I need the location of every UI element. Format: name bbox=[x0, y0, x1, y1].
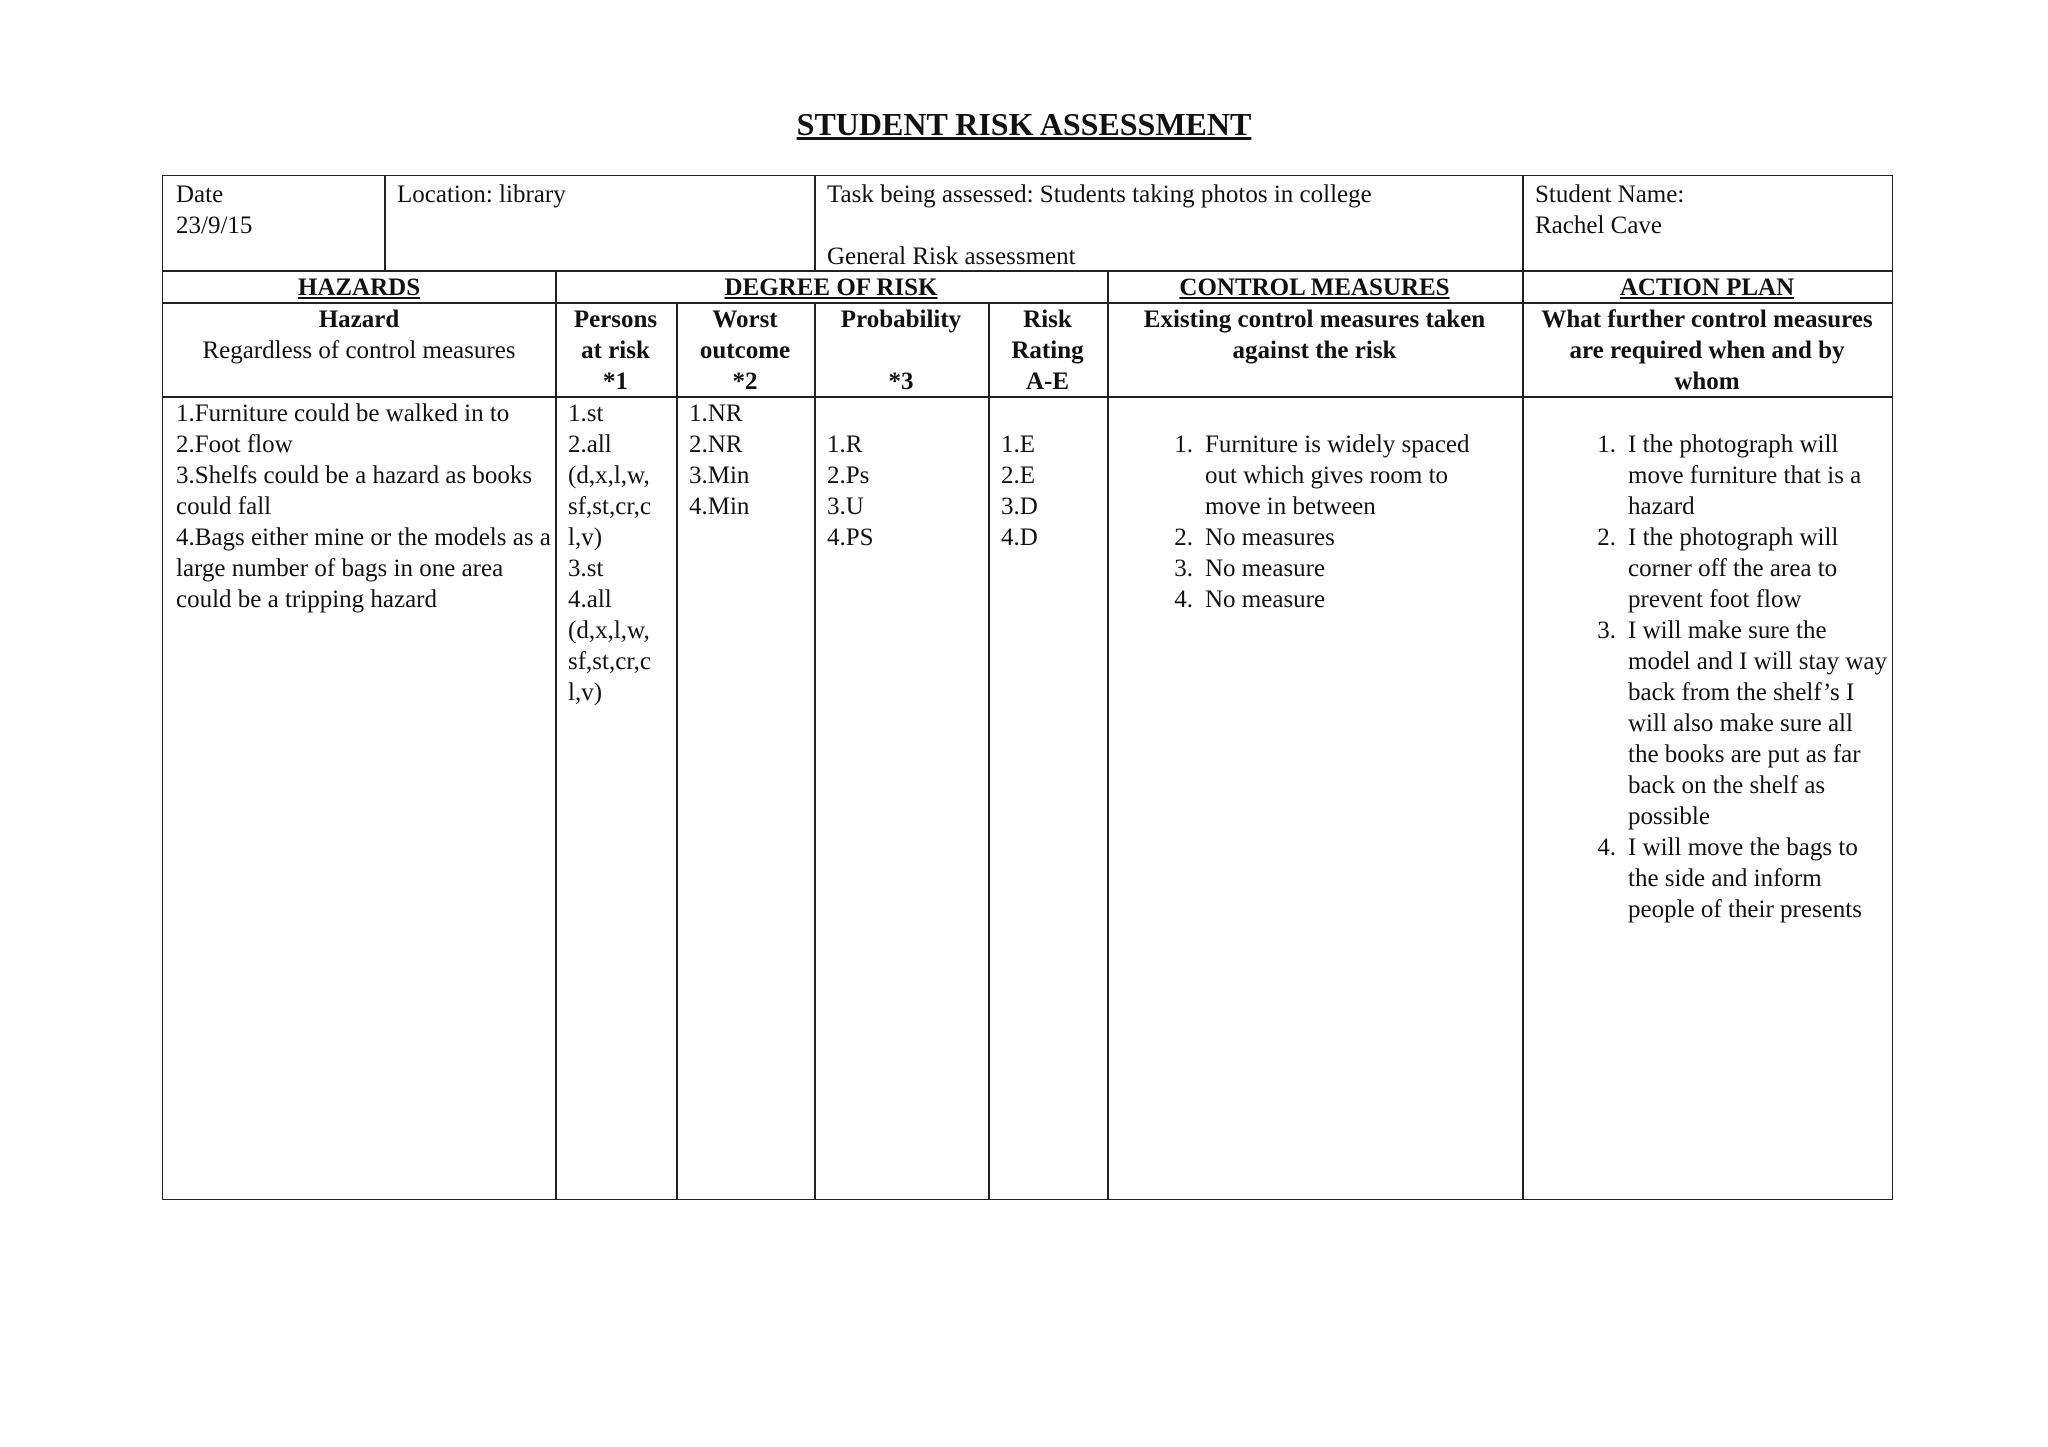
task-type: General Risk assessment bbox=[827, 243, 1076, 270]
action-plan-measures bbox=[1582, 429, 1888, 925]
persons-at-risk-header: Persons at risk *1 bbox=[573, 306, 658, 395]
probability-header: Probability *3 bbox=[840, 306, 962, 395]
action-plan-item: 1. I the photograph will move furniture that is a hazard bbox=[1597, 431, 1862, 520]
risk-rating-list: 1.E 2.E 3.D 4.D bbox=[1001, 431, 1038, 551]
further-control-header: What further control measures are required when and by whom bbox=[1541, 306, 1873, 395]
column-divider bbox=[988, 302, 990, 1199]
existing-measure-item: 4. No measure bbox=[1174, 586, 1326, 613]
existing-control-header: Existing control measures taken against the risk bbox=[1143, 306, 1486, 364]
existing-measure-item: 3. No measure bbox=[1174, 555, 1326, 582]
hazard-column-header bbox=[163, 304, 555, 366]
existing-control-measures bbox=[1159, 429, 1499, 615]
column-divider bbox=[1107, 270, 1109, 1199]
student-cell bbox=[1535, 179, 1885, 241]
hazards-list: 1.Furniture could be walked in to 2.Foot flow 3.Shelfs could be a hazard as books could fall 4.Bags either mine or the models as a large number of bags in one area could be a tripping hazard bbox=[176, 400, 551, 613]
existing-measure-item: 1. Furniture is widely spaced out which gives room to move in between bbox=[1174, 431, 1470, 520]
risk-rating-header: Risk Rating A-E bbox=[1011, 306, 1084, 395]
task-cell bbox=[827, 179, 1517, 272]
section-action-plan: ACTION PLAN bbox=[1619, 274, 1795, 301]
action-plan-item: 3. I will make sure the model and I will stay way back from the shelf’s I will also make sure all the books are put as far back on the shelf as possible bbox=[1597, 617, 1887, 830]
date-label: Date bbox=[176, 181, 224, 208]
column-divider bbox=[555, 270, 557, 1199]
probability-list: 1.R 2.Ps 3.U 4.PS bbox=[827, 431, 874, 551]
column-divider bbox=[814, 176, 816, 270]
hazard-column-title: Hazard bbox=[318, 306, 400, 333]
existing-measure-item: 2. No measures bbox=[1174, 524, 1335, 551]
column-divider bbox=[814, 302, 816, 1199]
task-text: Task being assessed: Students taking photos in college bbox=[827, 181, 1372, 208]
column-divider bbox=[384, 176, 386, 270]
hazard-column-subtitle: Regardless of control measures bbox=[202, 337, 516, 364]
student-label: Student Name: bbox=[1535, 181, 1685, 208]
section-hazards: HAZARDS bbox=[297, 274, 421, 301]
action-plan-item: 4. I will move the bags to the side and inform people of their presents bbox=[1597, 834, 1862, 923]
section-control-measures: CONTROL MEASURES bbox=[1179, 274, 1450, 301]
worst-outcome-list: 1.NR 2.NR 3.Min 4.Min bbox=[689, 400, 750, 520]
student-name: Rachel Cave bbox=[1535, 212, 1663, 239]
section-degree-of-risk: DEGREE OF RISK bbox=[724, 274, 938, 301]
column-divider bbox=[676, 302, 678, 1199]
worst-outcome-header: Worst outcome *2 bbox=[699, 306, 791, 395]
location-text: Location: library bbox=[397, 181, 566, 208]
location-cell bbox=[397, 179, 807, 210]
date-value: 23/9/15 bbox=[176, 212, 253, 239]
date-cell bbox=[176, 179, 381, 241]
page-title: STUDENT RISK ASSESSMENT bbox=[796, 106, 1252, 142]
persons-at-risk-list: 1.st 2.all (d,x,l,w, sf,st,cr,c l,v) 3.st 4.all (d,x,l,w, sf,st,cr,c l,v) bbox=[568, 400, 651, 706]
action-plan-item: 2. I the photograph will corner off the area to prevent foot flow bbox=[1597, 524, 1839, 613]
risk-assessment-table bbox=[162, 175, 1893, 1200]
